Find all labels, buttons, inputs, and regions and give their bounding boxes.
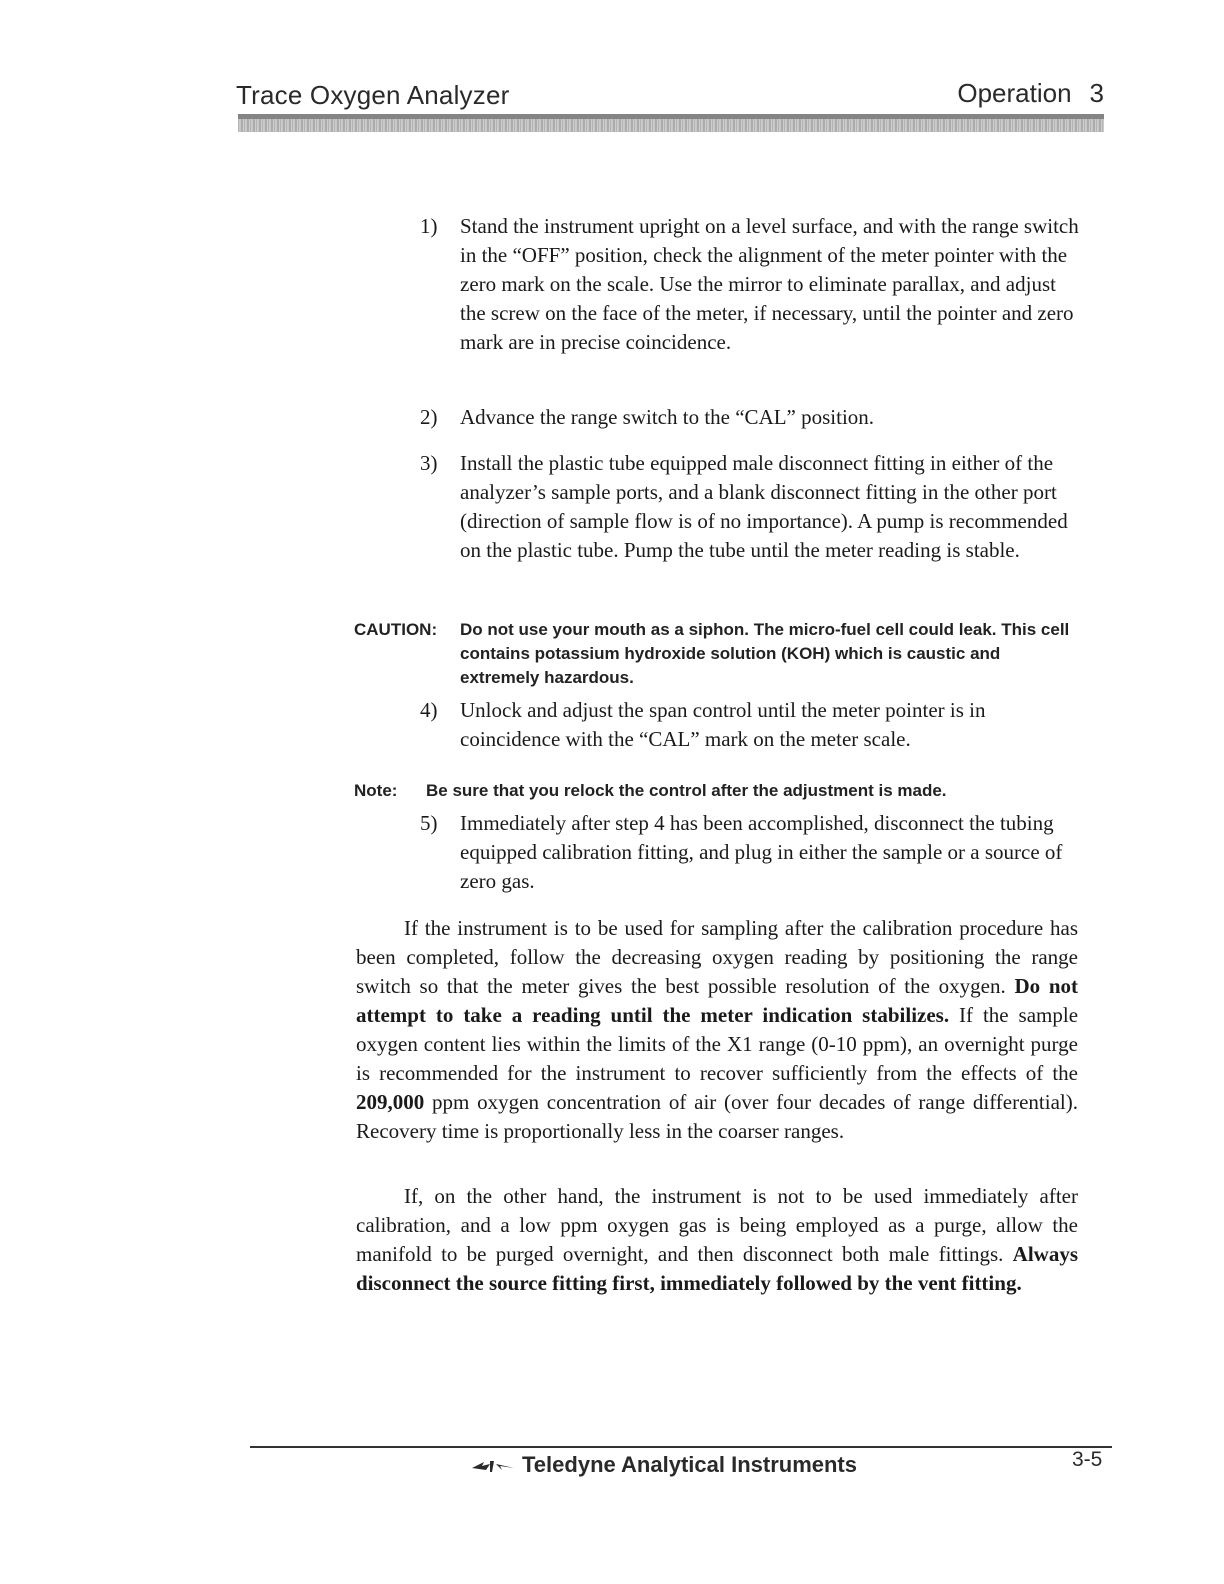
footer-divider xyxy=(250,1446,1112,1448)
brand-name: Teledyne Analytical Instruments xyxy=(522,1452,857,1477)
paragraph-text: If the instrument is to be used for sampling after the calibration procedure has been completed, follow the decreasing oxygen reading by positioning the range switch so that the meter gives the best possible resolution of the oxygen. xyxy=(356,916,1078,998)
step-number: 5) xyxy=(420,811,438,835)
page-number: 3-5 xyxy=(1072,1448,1103,1471)
step-3 xyxy=(420,449,1080,565)
teledyne-logo-icon xyxy=(470,1453,516,1479)
paragraph-text: ppm oxygen concentration of air (over four decades of range differential). Recovery time is proportionally less in the coarser ranges. xyxy=(356,1090,1078,1143)
step-number: 4) xyxy=(420,698,438,722)
step-text: Unlock and adjust the span control until the meter pointer is in coincidence with the “CAL” mark on the meter scale. xyxy=(460,698,986,751)
step-5 xyxy=(420,809,1080,896)
step-2 xyxy=(420,403,1080,432)
paragraph-bold-warning: Do not attempt to take a reading until the meter indication stabilizes. xyxy=(356,974,1078,1027)
document-title: Trace Oxygen Analyzer xyxy=(236,80,510,110)
step-number: 2) xyxy=(420,405,438,429)
paragraph-text: If, on the other hand, the instrument is not to be used immediately after calibration, and a low ppm oxygen gas is being employed as a purge, allow the manifold to be purged overnight, and then disconnect both male fittings. xyxy=(356,1184,1078,1266)
step-number: 3) xyxy=(420,451,438,475)
step-text: Stand the instrument upright on a level surface, and with the range switch in the “OFF” position, check the alignment of the meter pointer with the zero mark on the scale. Use the mirror to eliminate parallax, and adjust the screw on the face of the meter, if necessary, until the pointer and zero mark are in precise coincidence. xyxy=(460,214,1079,354)
step-text: Advance the range switch to the “CAL” position. xyxy=(460,405,875,429)
step-text: Immediately after step 4 has been accomplished, disconnect the tubing equipped calibration fitting, and plug in either the sample or a source of zero gas. xyxy=(460,811,1063,893)
section-heading xyxy=(957,78,1104,109)
caution-block xyxy=(354,618,1074,690)
step-1 xyxy=(420,212,1080,357)
paragraph-sampling xyxy=(356,914,1078,1146)
paragraph-purge xyxy=(356,1182,1078,1298)
step-4 xyxy=(420,696,1080,754)
caution-text: Do not use your mouth as a siphon. The micro-fuel cell could leak. This cell contains potassium hydroxide solution (KOH) which is caustic and extremely hazardous. xyxy=(460,620,1070,687)
section-name: Operation xyxy=(957,78,1072,108)
paragraph-text: If the sample oxygen content lies within the limits of the X1 range (0-10 ppm), an overnight purge is recommended for the instrument to recover sufficiently from the effects of the xyxy=(356,1003,1079,1085)
header-divider xyxy=(238,114,1104,132)
step-text: Install the plastic tube equipped male disconnect fitting in either of the analyzer’s sample ports, and a blank disconnect fitting in the other port (direction of sample flow is of no importance). A pump is recommended on the plastic tube. Pump the tube until the meter reading is stable. xyxy=(460,451,1068,562)
note-label: Note: xyxy=(354,781,398,800)
chapter-number: 3 xyxy=(1089,78,1104,108)
caution-label: CAUTION: xyxy=(354,620,438,639)
step-number: 1) xyxy=(420,214,438,238)
oxygen-concentration-value: 209,000 xyxy=(356,1090,425,1114)
footer-brand xyxy=(470,1452,857,1479)
note-text: Be sure that you relock the control after the adjustment is made. xyxy=(426,781,947,800)
note-block xyxy=(354,779,1074,803)
paragraph-bold-warning: Always disconnect the source fitting first, immediately followed by the vent fitting. xyxy=(356,1242,1078,1295)
